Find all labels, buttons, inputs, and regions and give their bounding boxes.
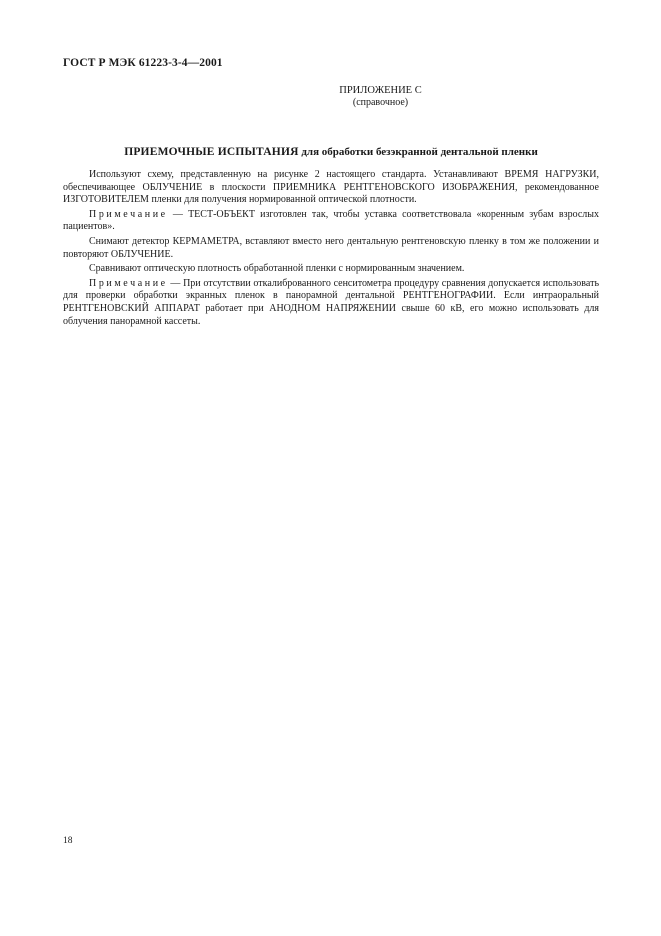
note-text: — ТЕСТ-ОБЪЕКТ изготовлен так, чтобы уставка соответствовала «коренным зубам взрослых пациентов». xyxy=(63,208,599,233)
paragraph-kermameter: Снимают детектор КЕРМАМЕТРА, вставляют вместо него дентальную рентгеновскую пленку в том же положении и повторяют ОБЛУЧЕНИЕ. xyxy=(63,235,599,260)
section-title xyxy=(63,146,599,158)
note-test-object xyxy=(63,209,599,234)
note-text: — При отсутствии откалиброванного сенситометра процедуру сравнения допускается использовать для проверки обработки экранных пленок в панорамной дентальной РЕНТГЕНОГРАФИИ. Если интраоральный РЕНТГЕНОВСКИЙ АППАРАТ работает при АНОДНОМ НАПРЯЖЕНИИ свыше 60 кВ, его можно использовать для облучения панорамной кассеты. xyxy=(63,277,599,327)
appendix-heading xyxy=(0,85,661,109)
appendix-label: ПРИЛОЖЕНИЕ С xyxy=(339,85,422,96)
paragraph-compare-density: Сравнивают оптическую плотность обработанной пленки с нормированным значением. xyxy=(89,263,465,275)
appendix-kind: (справочное) xyxy=(352,97,409,108)
note-sensitometer xyxy=(63,278,599,328)
document-standard-header: ГОСТ Р МЭК 61223-3-4—2001 xyxy=(63,57,223,69)
section-title-rest: для обработки безэкранной дентальной пленки xyxy=(298,146,538,158)
note-label: Примечание xyxy=(89,277,168,289)
note-label: Примечание xyxy=(89,208,168,220)
section-title-caps: ПРИЕМОЧНЫЕ ИСПЫТАНИЯ xyxy=(124,146,299,158)
paragraph-procedure: Используют схему, представленную на рисунке 2 настоящего стандарта. Устанавливают ВРЕМЯ НАГРУЗКИ, обеспечивающее ОБЛУЧЕНИЕ в плоскости ПРИЕМНИКА РЕНТГЕНОВСКОГО ИЗОБРАЖЕНИЯ, рекомендованное ИЗГОТОВИТЕЛЕМ пленки для получения нормированной оптической плотности. xyxy=(63,169,599,206)
document-body xyxy=(63,169,599,330)
page-number: 18 xyxy=(63,836,73,846)
